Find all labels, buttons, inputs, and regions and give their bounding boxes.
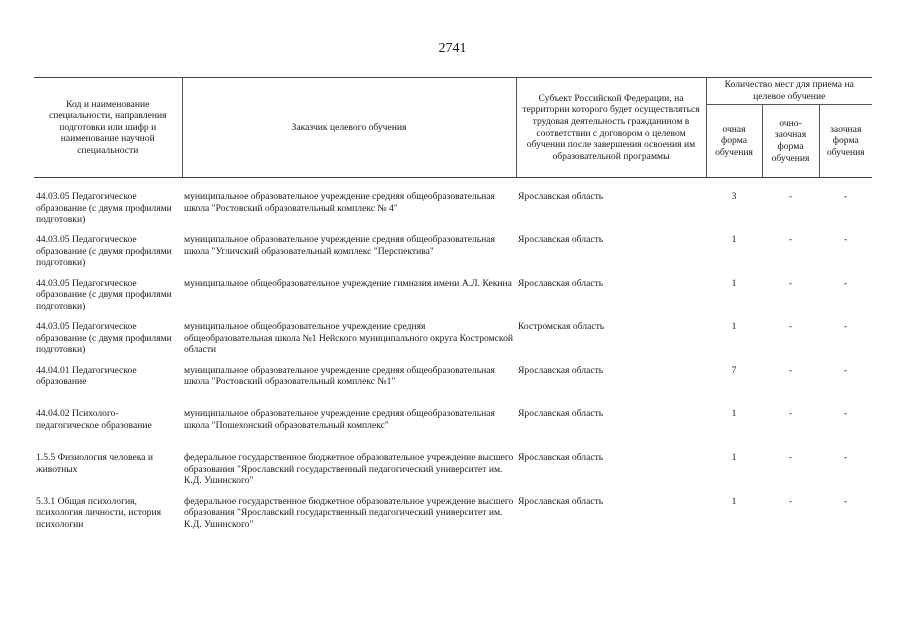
cell-code: 44.03.05 Педагогическое образование (с двумя профилями подготовки) (36, 234, 172, 269)
cell-full-time: 1 (731, 234, 737, 246)
cell-part-time: - (788, 364, 793, 376)
cell-part-time: - (788, 452, 793, 464)
header-full-time: очная форма обучения (706, 105, 762, 178)
cell-customer: муниципальное общеобразовательное учреждение гимназия имени А.Л. Кекина (184, 277, 512, 289)
cell-customer: муниципальное образовательное учреждение средняя общеобразовательная школа "Ростовский образовательный комплекс №1" (184, 364, 495, 388)
cell-full-time: 1 (731, 408, 737, 420)
cell-customer: муниципальное образовательное учреждение средняя общеобразовательная школа "Пошехонский образовательный комплекс" (184, 408, 495, 432)
cell-distance: - (843, 191, 848, 202)
cell-code: 44.04.02 Психолого-педагогическое образование (36, 408, 152, 432)
header-part-time: очно-заочная форма обучения (762, 105, 819, 178)
cell-full-time: 1 (731, 321, 737, 333)
header-places: Количество мест для приема на целевое обучение (706, 78, 872, 105)
cell-part-time: - (788, 191, 793, 202)
table-row (34, 321, 872, 365)
cell-region: Ярославская область (518, 495, 604, 507)
cell-full-time: 3 (731, 191, 737, 202)
cell-part-time: - (788, 495, 793, 507)
table-row (34, 496, 872, 540)
cell-part-time: - (788, 234, 793, 246)
cell-full-time: 7 (731, 364, 737, 376)
cell-full-time: 1 (731, 277, 737, 289)
page-number: 2741 (438, 41, 467, 56)
cell-code: 44.04.01 Педагогическое образование (36, 364, 137, 388)
header-distance: заочная форма обучения (819, 105, 872, 178)
cell-distance: - (843, 277, 848, 289)
cell-distance: - (843, 408, 848, 420)
header-customer: Заказчик целевого обучения (182, 78, 516, 178)
table-row (34, 178, 872, 235)
cell-region: Ярославская область (518, 364, 604, 376)
cell-region: Ярославская область (518, 234, 604, 246)
cell-customer: федеральное государственное бюджетное образовательное учреждение высшего образования "Ярославский государственный педагогический университет им. К.Д. Ушинского" (184, 495, 514, 530)
cell-distance: - (843, 495, 848, 507)
cell-distance: - (843, 452, 848, 464)
table-row (34, 365, 872, 409)
cell-code: 44.03.05 Педагогическое образование (с двумя профилями подготовки) (36, 321, 172, 356)
cell-region: Ярославская область (518, 452, 604, 464)
cell-part-time: - (788, 408, 793, 420)
target-admission-table (34, 77, 872, 539)
cell-code: 1.5.5 Физиология человека и животных (36, 452, 154, 475)
cell-distance: - (843, 234, 848, 246)
cell-full-time: 1 (731, 452, 737, 464)
table-row (34, 234, 872, 278)
cell-code: 5.3.1 Общая психология, психология личности, история психологии (36, 495, 161, 530)
cell-region: Костромская область (518, 321, 605, 333)
cell-code: 44.03.05 Педагогическое образование (с двумя профилями подготовки) (36, 277, 172, 312)
table-row (34, 408, 872, 452)
cell-customer: федеральное государственное бюджетное образовательное учреждение высшего образования "Ярославский государственный педагогический университет им. К.Д. Ушинского" (184, 452, 514, 487)
table-row (34, 278, 872, 322)
header-code: Код и наименование специальности, направления подготовки или шифр и наименование научной специальности (34, 78, 182, 178)
cell-region: Ярославская область (518, 277, 604, 289)
cell-region: Ярославская область (518, 408, 604, 420)
cell-distance: - (843, 321, 848, 333)
cell-customer: муниципальное образовательное учреждение средняя общеобразовательная школа "Угличский образовательный комплекс "Перспектива" (184, 234, 495, 257)
cell-customer: муниципальное общеобразовательное учреждение средняя общеобразовательная школа №1 Нейского муниципального округа Костромской области (184, 321, 514, 356)
cell-code: 44.03.05 Педагогическое образование (с двумя профилями подготовки) (36, 191, 172, 226)
cell-full-time: 1 (731, 495, 737, 507)
cell-distance: - (843, 364, 848, 376)
cell-part-time: - (788, 277, 793, 289)
header-region: Субъект Российской Федерации, на территории которого будет осуществляться трудовая деятельность гражданином в соответствии с договором о целевом обучении после завершения освоения им образовательной программы (516, 78, 706, 178)
cell-region: Ярославская область (518, 191, 604, 202)
cell-part-time: - (788, 321, 793, 333)
cell-customer: муниципальное образовательное учреждение средняя общеобразовательная школа "Ростовский образовательный комплекс № 4" (184, 191, 495, 214)
table-row (34, 452, 872, 496)
